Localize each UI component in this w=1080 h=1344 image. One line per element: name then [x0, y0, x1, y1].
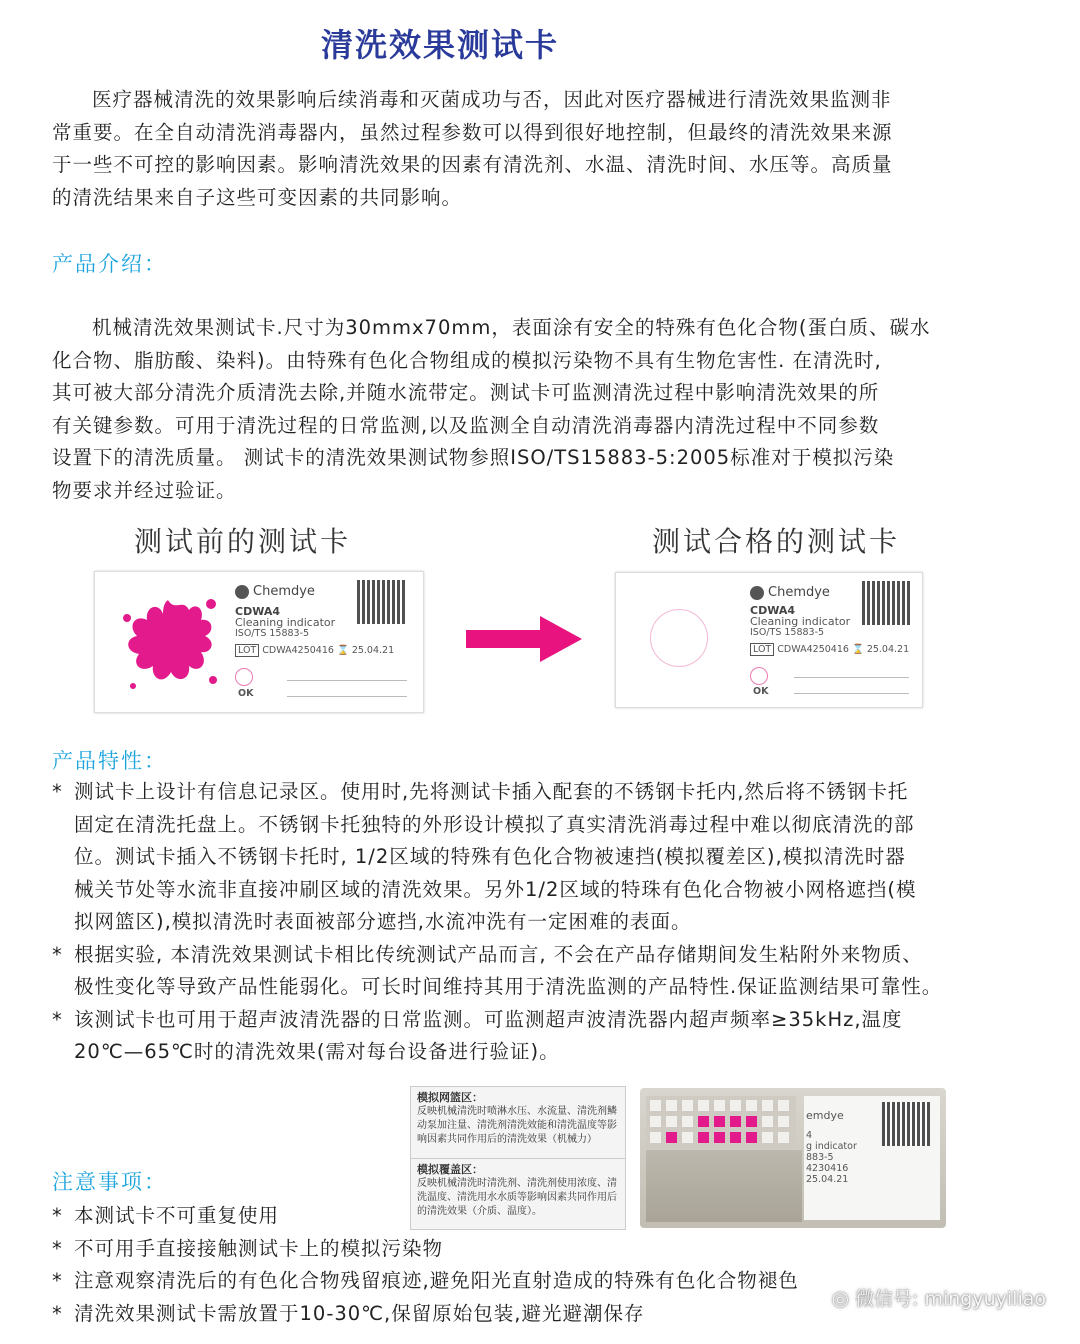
mesh-cell [730, 1132, 741, 1143]
mesh-zone-heading: 模拟网篮区： [417, 1091, 483, 1104]
mesh-cell [682, 1116, 693, 1127]
mesh-cell [746, 1116, 757, 1127]
brand-name: Chemdye [253, 584, 315, 599]
bullet-star-icon: * [52, 942, 63, 966]
feature-line: 械关节处等水流非直接冲刷区域的清洗效果。另外1/2区域的特珠有色化合物被小网格遮挡(模 [74, 877, 917, 901]
expiry-date: 25.04.21 [351, 645, 395, 656]
mesh-cell [746, 1132, 757, 1143]
card-standard: ISO/TS 15883-5 [750, 627, 825, 638]
holder-line: 4 [806, 1130, 813, 1141]
product-intro-paragraph [52, 312, 1032, 507]
holder-line: g indicator [806, 1141, 857, 1152]
note-item [52, 1233, 1052, 1266]
lot-number: CDWA4250416 [262, 645, 334, 656]
bullet-star-icon: * [52, 1236, 63, 1260]
mesh-cell [762, 1116, 773, 1127]
mesh-cell [666, 1116, 677, 1127]
watermark-text: 微信号: mingyuyiliao [855, 1288, 1046, 1310]
intro-paragraph [52, 84, 1032, 214]
card-standard: ISO/TS 15883-5 [235, 628, 310, 639]
mesh-cell [762, 1100, 773, 1111]
right-arrow-icon [466, 614, 584, 664]
intro-line: 常重要。在全自动清洗消毒器内，虽然过程参数可以得到很好地控制，但最终的清洗效果来源 [52, 120, 893, 144]
feature-line: 拟网篮区),模拟清洗时表面被部分遮挡,水流冲洗有一定困难的表面。 [74, 910, 692, 933]
feature-item [52, 776, 1052, 939]
mesh-cell [666, 1100, 677, 1111]
feature-line: 位。测试卡插入不锈钢卡托时, 1/2区域的特殊有色化合物被速挡(模拟覆差区),模拟清洗时器 [74, 845, 906, 868]
record-line [794, 677, 909, 678]
mesh-cell [698, 1116, 709, 1127]
product-intro-line: 物要求并经过验证。 [52, 478, 237, 502]
mesh-cell [778, 1132, 789, 1143]
card-model: CDWA4 [750, 604, 796, 617]
mesh-cell [650, 1132, 661, 1143]
mesh-cell [698, 1100, 709, 1111]
holder-brand: emdye [806, 1109, 844, 1122]
holder-line: 883-5 [806, 1152, 834, 1163]
mesh-cell [698, 1132, 709, 1143]
brand-row [750, 585, 830, 600]
note-item [52, 1200, 1052, 1233]
mesh-zone-box [410, 1086, 626, 1160]
bullet-star-icon: * [52, 1007, 63, 1031]
product-intro-line: 其可被大部分清洗介质清洗去除,并随水流带定。测试卡可监测清洗过程中影响清洗效果的所 [52, 381, 880, 404]
product-intro-line: 设置下的清洗质量。 测试卡的清洗效果测试物参照ISO/TS15883-5:2005标准对于模拟污染 [52, 446, 895, 469]
mesh-cell [778, 1116, 789, 1127]
product-intro-heading: 产品介绍： [52, 252, 167, 276]
after-caption: 测试合格的测试卡 [652, 525, 901, 558]
mesh-cell [682, 1132, 693, 1143]
holder-line: 25.04.21 [806, 1174, 849, 1185]
stain-splash-icon [113, 588, 223, 698]
record-line [287, 680, 407, 681]
hourglass-icon: ⌛ [851, 644, 864, 655]
feature-item [52, 939, 1052, 1004]
card-product-name: Cleaning indicator [750, 615, 851, 628]
bullet-star-icon: * [52, 1204, 63, 1227]
intro-line: 医疗器械清洗的效果影响后续消毒和灭菌成功与否，因此对医疗器械进行清洗效果监测非 [92, 88, 892, 111]
mesh-cell [730, 1116, 741, 1127]
card-after [615, 572, 923, 708]
record-line [794, 693, 909, 694]
page-title: 清洗效果测试卡 [320, 26, 559, 64]
product-intro-line: 化合物、脂肪酸、染料)。由特殊有色化合物组成的模拟污染物不具有生物危害性. 在清洗时, [52, 348, 882, 372]
mesh-grid [646, 1096, 796, 1148]
mesh-zone-text: 反映机械清洗时喷淋水压、水流量、清洗剂鳞动泵加注量、清洗剂清洗效能和清洗温度等影响因素共同作用后的清洗效果（机械力） [417, 1106, 617, 1145]
feature-line: 该测试卡也可用于超声波清洗器的日常监测。可监测超声波清洗器内超声频率≥35kHz,温度 [74, 1007, 903, 1031]
bullet-star-icon: * [52, 1269, 63, 1292]
qr-code-icon [882, 1102, 930, 1146]
note-text: 注意观察清洗后的有色化合物残留痕迹,避免阳光直射造成的特殊有色化合物褪色 [74, 1269, 799, 1292]
mesh-cell [666, 1132, 677, 1143]
expiry-date: 25.04.21 [866, 644, 910, 655]
hourglass-icon: ⌛ [336, 645, 349, 656]
note-text: 本测试卡不可重复使用 [74, 1204, 280, 1227]
wechat-icon: ◎ [831, 1285, 850, 1310]
bullet-star-icon: * [52, 780, 63, 803]
product-intro-line: 机械清洗效果测试卡.尺寸为30mmx70mm，表面涂有安全的特殊有色化合物(蛋白质、碳水 [92, 316, 931, 339]
mesh-cell [746, 1100, 757, 1111]
intro-line: 的清洗结果来自子这些可变因素的共同影响。 [52, 185, 463, 209]
ok-circle-icon [235, 668, 253, 686]
card-info [235, 606, 394, 656]
mesh-cell [730, 1100, 741, 1111]
feature-line: 根据实验, 本清洗效果测试卡相比传统测试产品而言, 不会在产品存储期间发生粘附外来物质、 [74, 942, 923, 966]
mesh-cell [778, 1100, 789, 1111]
feature-line: 极性变化等导致产品性能弱化。可长时间维持其用于清洗监测的产品特性.保证监测结果可靠性。 [74, 975, 943, 998]
mesh-cell [714, 1100, 725, 1111]
mesh-cell [650, 1100, 661, 1111]
watermark [832, 1284, 1046, 1311]
card-before [94, 571, 424, 713]
ok-label: OK [753, 686, 769, 697]
feature-item [52, 1004, 1052, 1069]
mesh-cell [714, 1132, 725, 1143]
feature-line: 测试卡上设计有信息记录区。使用时,先将测试卡插入配套的不锈钢卡托内,然后将不锈钢卡托 [74, 780, 909, 803]
mesh-cell [714, 1116, 725, 1127]
bullet-star-icon: * [52, 1301, 63, 1325]
feature-line: 20℃—65℃时的清洗效果(需对每台设备进行验证)。 [74, 1040, 560, 1063]
card-model: CDWA4 [235, 605, 281, 618]
lot-number: CDWA4250416 [777, 644, 849, 655]
brand-logo-icon [235, 585, 249, 599]
mesh-cell [682, 1100, 693, 1111]
features-list [52, 776, 1052, 1069]
record-line [287, 696, 407, 697]
mesh-cell [650, 1116, 661, 1127]
lot-label: LOT [750, 643, 774, 656]
brand-logo-icon [750, 586, 764, 600]
cover-zone-text: 反映机械清洗时清洗剂、清洗剂使用浓度、清洗温度、清洗用水水质等影响因素共同作用后的清洗效果（介质、温度）。 [417, 1178, 617, 1217]
brand-row [235, 584, 315, 599]
notes-heading: 注意事项： [52, 1170, 167, 1194]
before-caption: 测试前的测试卡 [134, 525, 352, 558]
mesh-cell [762, 1132, 773, 1143]
brand-name: Chemdye [768, 585, 830, 600]
ok-label: OK [238, 688, 254, 699]
feature-line: 固定在清洗托盘上。不锈钢卡托独特的外形设计模拟了真实清洗消毒过程中难以彻底清洗的部 [74, 812, 915, 836]
card-product-name: Cleaning indicator [235, 616, 336, 629]
lot-label: LOT [235, 644, 259, 657]
holder-text [806, 1130, 857, 1185]
product-intro-line: 有关键参数。可用于清洗过程的日常监测,以及监测全自动清洗消毒器内清洗过程中不同参数 [52, 413, 880, 437]
mesh-grid-icon [646, 1096, 796, 1148]
holder-line: 4230416 [806, 1163, 849, 1174]
note-text: 清洗效果测试卡需放置于10-30℃,保留原始包装,避光避潮保存 [74, 1301, 645, 1325]
note-text: 不可用手直接接触测试卡上的模拟污染物 [74, 1236, 444, 1260]
clean-circle-icon [650, 609, 708, 667]
features-heading: 产品特性： [52, 749, 167, 773]
intro-line: 于一些不可控的影响因素。影响清洗效果的因素有清洗剂、水温、清洗时间、水压等。高质量 [52, 153, 893, 176]
ok-circle-icon [750, 667, 768, 685]
cover-zone-heading: 模拟覆盖区： [417, 1163, 483, 1176]
card-info [750, 605, 909, 655]
